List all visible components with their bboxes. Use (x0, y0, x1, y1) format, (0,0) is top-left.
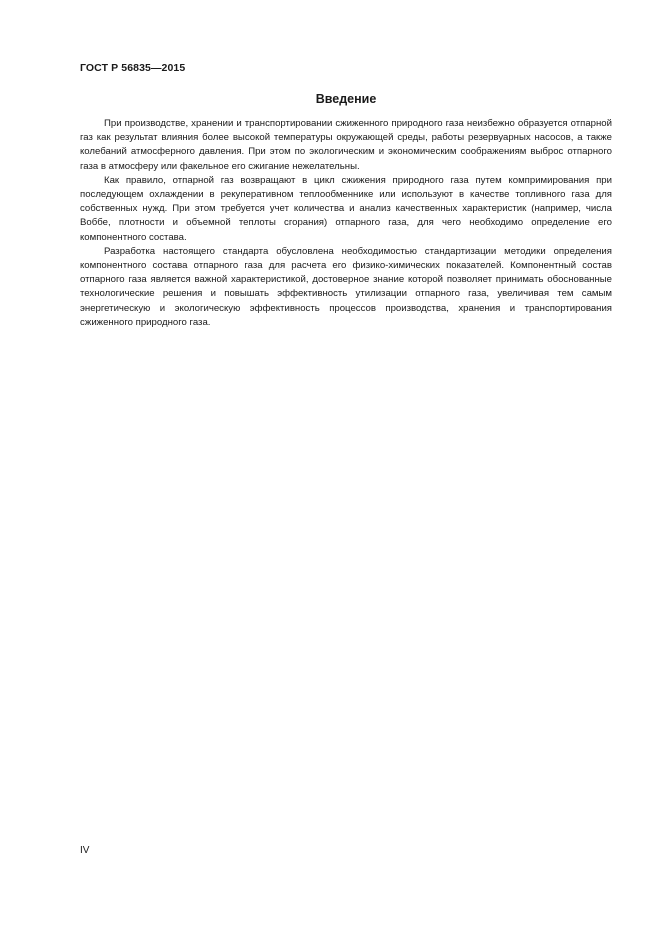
document-code-header: ГОСТ Р 56835—2015 (80, 62, 186, 74)
paragraph-2: Как правило, отпарной газ возвращают в цикл сжижения природного газа путем компримирования при последующем охлаждении в рекуперативном теплообменнике или используют в качестве топливного газа для собственных нужд. При этом требуется учет количества и анализ качественных характеристик (например, числа Воббе, плотности и объемной теплоты сгорания) отпарного газа, для чего необходимо определение его компонентного состава. (80, 174, 612, 243)
section-body (80, 117, 612, 330)
paragraph-3: Разработка настоящего стандарта обусловлена необходимостью стандартизации методики определения компонентного состава отпарного газа для расчета его физико-химических показателей. Компонентный состав отпарного газа является важной характеристикой, достоверное знание которой позволяет принимать обоснованные технологические решения и повышать эффективность утилизации отпарного газа, увеличивая тем самым энергетическую и экологическую эффективность процессов производства, хранения и транспортирования сжиженного природного газа. (80, 245, 612, 328)
section-title: Введение (315, 92, 377, 106)
paragraph-1: При производстве, хранении и транспортировании сжиженного природного газа неизбежно образуется отпарной газ как результат влияния более высокой температуры окружающей среды, работы резервуарных насосов, а также колебаний атмосферного давления. При этом по экологическим и экономическим соображениям выброс отпарного газа в атмосферу или факельное его сжигание нежелательны. (80, 118, 612, 172)
page-number: IV (80, 845, 90, 856)
